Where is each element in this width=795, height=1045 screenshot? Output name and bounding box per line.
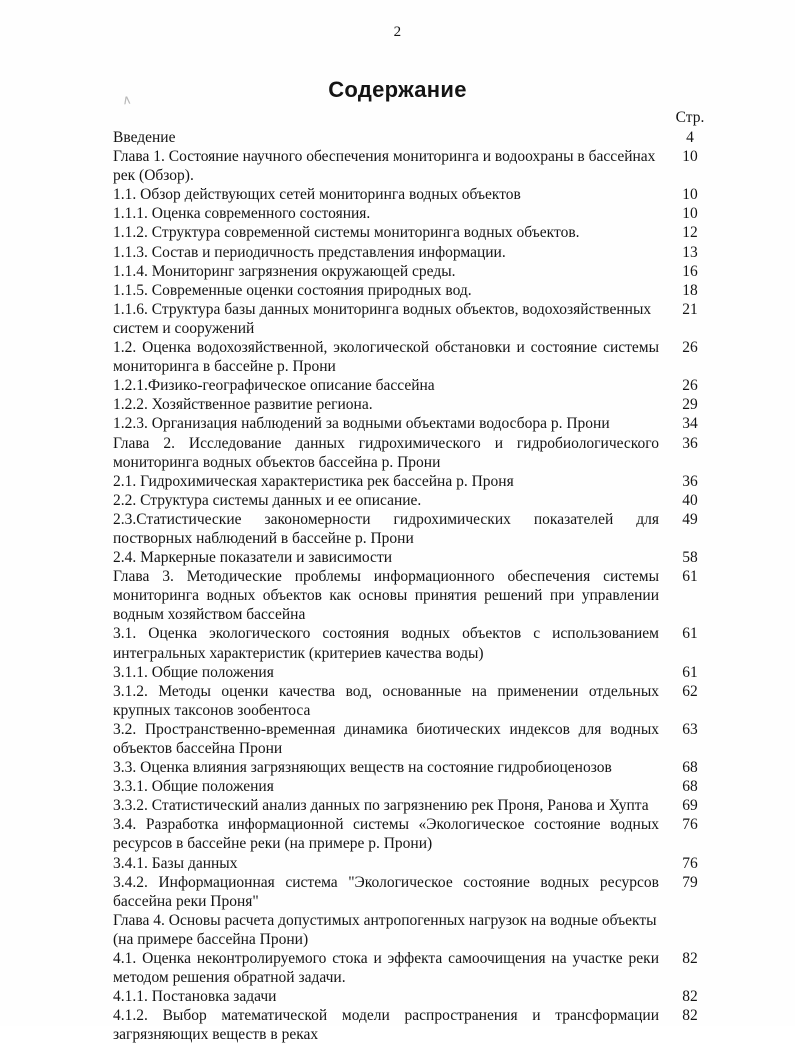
toc-entry-page-number: 58 [682, 549, 698, 567]
toc-entry-title: 1.1. Обзор действующих сетей мониторинга водных объектов [113, 186, 521, 204]
toc-entry[interactable] [113, 185, 713, 204]
toc-entry-page-number: 82 [682, 950, 698, 968]
toc-entry-page-number: 18 [682, 281, 698, 299]
page-title: Содержание [328, 76, 467, 102]
toc-entry-page-number: 29 [682, 396, 698, 414]
toc-entry-title: 3.1.1. Общие положения [113, 663, 274, 681]
toc-entry-page-number: 76 [682, 816, 698, 834]
toc-entry[interactable] [113, 911, 713, 949]
toc-entry-title: 3.1. Оценка экологического состояния водных объектов с использованием интегральных характеристик (критериев качества воды) [113, 625, 659, 662]
page-folio-number: 2 [393, 24, 402, 40]
toc-entry[interactable] [113, 491, 713, 510]
toc-entry-page-number: 68 [682, 778, 698, 796]
toc-entry-title: 1.1.3. Состав и периодичность представления информации. [113, 243, 506, 261]
toc-entry[interactable] [113, 204, 713, 223]
toc-entry[interactable] [113, 1006, 713, 1044]
toc-entry-page-number: 76 [682, 854, 698, 872]
toc-entry[interactable] [113, 949, 713, 987]
toc-entry-page-number: 10 [682, 148, 698, 166]
toc-entry-title: Глава 4. Основы расчета допустимых антропогенных нагрузок на водные объекты (на примере бассейна Прони) [113, 911, 657, 948]
toc-entry[interactable] [113, 281, 713, 300]
toc-entry[interactable] [113, 243, 713, 262]
toc-entry[interactable] [113, 434, 713, 472]
toc-entry[interactable] [113, 987, 713, 1006]
toc-entry-page-number: 49 [682, 510, 698, 528]
toc-entry-title: 1.2.1.Физико-географическое описание бассейна [113, 377, 435, 395]
toc-entry-list [113, 128, 713, 1045]
toc-entry-title: 4.1.2. Выбор математической модели распространения и трансформации загрязняющих веществ в реках [113, 1007, 659, 1044]
toc-entry-page-number: 68 [682, 759, 698, 777]
toc-entry-title: 2.3.Статистические закономерности гидрохимических показателей для постворных наблюдений в бассейне р. Прони [113, 510, 659, 547]
toc-entry[interactable] [113, 414, 713, 433]
toc-entry-title: Глава 2. Исследование данных гидрохимического и гидробиологического мониторинга водных объектов бассейна р. Прони [113, 434, 659, 471]
toc-entry-page-number: 16 [682, 262, 698, 280]
toc-entry[interactable] [113, 796, 713, 815]
toc-entry-page-number: 10 [682, 186, 698, 204]
toc-entry-title: 1.2. Оценка водохозяйственной, экологической обстановки и состояние системы мониторинга в бассейне р. Прони [113, 339, 659, 376]
toc-entry-page-number: 34 [682, 415, 698, 433]
toc-entry[interactable] [113, 815, 713, 853]
toc-entry-page-number: 21 [682, 300, 698, 318]
toc-entry-title: 3.4.2. Информационная система "Экологическое состояние водных ресурсов бассейна реки Проня" [113, 873, 659, 910]
toc-entry[interactable] [113, 395, 713, 414]
toc-entry[interactable] [113, 262, 713, 281]
toc-entry[interactable] [113, 510, 713, 548]
toc-entry-title: 1.1.4. Мониторинг загрязнения окружающей среды. [113, 262, 456, 280]
toc-entry-page-number: 10 [682, 205, 698, 223]
table-of-contents [113, 108, 713, 1045]
toc-entry[interactable] [113, 128, 713, 147]
toc-entry-title: 2.1. Гидрохимическая характеристика рек бассейна р. Проня [113, 472, 514, 490]
toc-entry-title: Введение [113, 129, 176, 146]
toc-entry-title: 1.1.6. Структура базы данных мониторинга водных объектов, водохозяйственных систем и сооружений [113, 300, 652, 337]
toc-entry-page-number: 69 [682, 797, 698, 815]
toc-entry[interactable] [113, 338, 713, 376]
toc-entry-page-number: 26 [682, 339, 698, 357]
toc-entry-title: Глава 1. Состояние научного обеспечения мониторинга и водоохраны в бассейнах рек (Обзор). [113, 148, 656, 185]
toc-entry-page-number: 40 [682, 491, 698, 509]
toc-entry-page-number: 13 [682, 243, 698, 261]
toc-entry[interactable] [113, 758, 713, 777]
toc-entry-title: 3.4. Разработка информационной системы «Экологическое состояние водных ресурсов в бассейне реки (на примере р. Прони) [113, 816, 659, 853]
toc-entry-page-number: 82 [682, 988, 698, 1006]
toc-entry[interactable] [113, 567, 713, 624]
toc-entry-title: 1.1.5. Современные оценки состояния природных вод. [113, 281, 472, 299]
toc-entry-title: 1.2.2. Хозяйственное развитие региона. [113, 396, 373, 414]
toc-entry-title: 3.3.2. Статистический анализ данных по загрязнению рек Проня, Ранова и Хупта [113, 797, 649, 815]
toc-entry-page-number: 79 [682, 873, 698, 891]
toc-entry[interactable] [113, 147, 713, 185]
page-column-header-label: Стр. [675, 109, 705, 126]
toc-entry[interactable] [113, 472, 713, 491]
toc-entry-page-number: 26 [682, 377, 698, 395]
toc-entry-title: 2.4. Маркерные показатели и зависимости [113, 549, 393, 567]
toc-entry-page-number: 12 [682, 224, 698, 242]
toc-entry-title: 4.1. Оценка неконтролируемого стока и эффекта самоочищения на участке реки методом решения обратной задачи. [113, 950, 659, 987]
toc-entry-title: 3.3. Оценка влияния загрязняющих веществ на состояние гидробиоценозов [113, 759, 612, 777]
toc-entry[interactable] [113, 376, 713, 395]
toc-entry-title: 2.2. Структура системы данных и ее описание. [113, 491, 422, 509]
toc-entry[interactable] [113, 663, 713, 682]
toc-entry[interactable] [113, 300, 713, 338]
toc-entry-page-number: 62 [682, 682, 698, 700]
toc-entry-title: Глава 3. Методические проблемы информационного обеспечения системы мониторинга водных объектов как основы принятия решений при управлении водным хозяйством бассейна [113, 568, 659, 624]
toc-entry-page-number: 61 [682, 568, 698, 586]
toc-entry[interactable] [113, 873, 713, 911]
page-column-header [113, 108, 713, 127]
toc-entry[interactable] [113, 624, 713, 662]
toc-entry-title: 3.4.1. Базы данных [113, 854, 238, 872]
toc-entry-page-number: 61 [682, 663, 698, 681]
toc-entry-title: 1.1.2. Структура современной системы мониторинга водных объектов. [113, 224, 580, 242]
toc-entry[interactable] [113, 720, 713, 758]
toc-entry[interactable] [113, 854, 713, 873]
toc-entry-page-number: 63 [682, 720, 698, 738]
toc-entry[interactable] [113, 548, 713, 567]
toc-entry-title: 3.2. Пространственно-временная динамика биотических индексов для водных объектов бассейна Прони [113, 720, 659, 757]
toc-entry-page-number: 36 [682, 434, 698, 452]
toc-entry[interactable] [113, 223, 713, 242]
toc-entry-page-number: 4 [686, 129, 694, 146]
toc-entry-page-number: 36 [682, 472, 698, 490]
toc-entry-title: 3.1.2. Методы оценки качества вод, основанные на применении отдельных крупных таксонов зообентоса [113, 682, 659, 719]
toc-entry-page-number: 61 [682, 625, 698, 643]
toc-entry-title: 1.1.1. Оценка современного состояния. [113, 205, 371, 223]
toc-entry-title: 1.2.3. Организация наблюдений за водными объектами водосбора р. Прони [113, 415, 610, 433]
toc-entry-page-number: 82 [682, 1007, 698, 1025]
toc-entry[interactable] [113, 777, 713, 796]
toc-entry-title: 3.3.1. Общие положения [113, 778, 274, 796]
toc-entry-title: 4.1.1. Постановка задачи [113, 988, 277, 1006]
toc-entry[interactable] [113, 682, 713, 720]
handwritten-pencil-mark: ∧ [120, 91, 133, 108]
